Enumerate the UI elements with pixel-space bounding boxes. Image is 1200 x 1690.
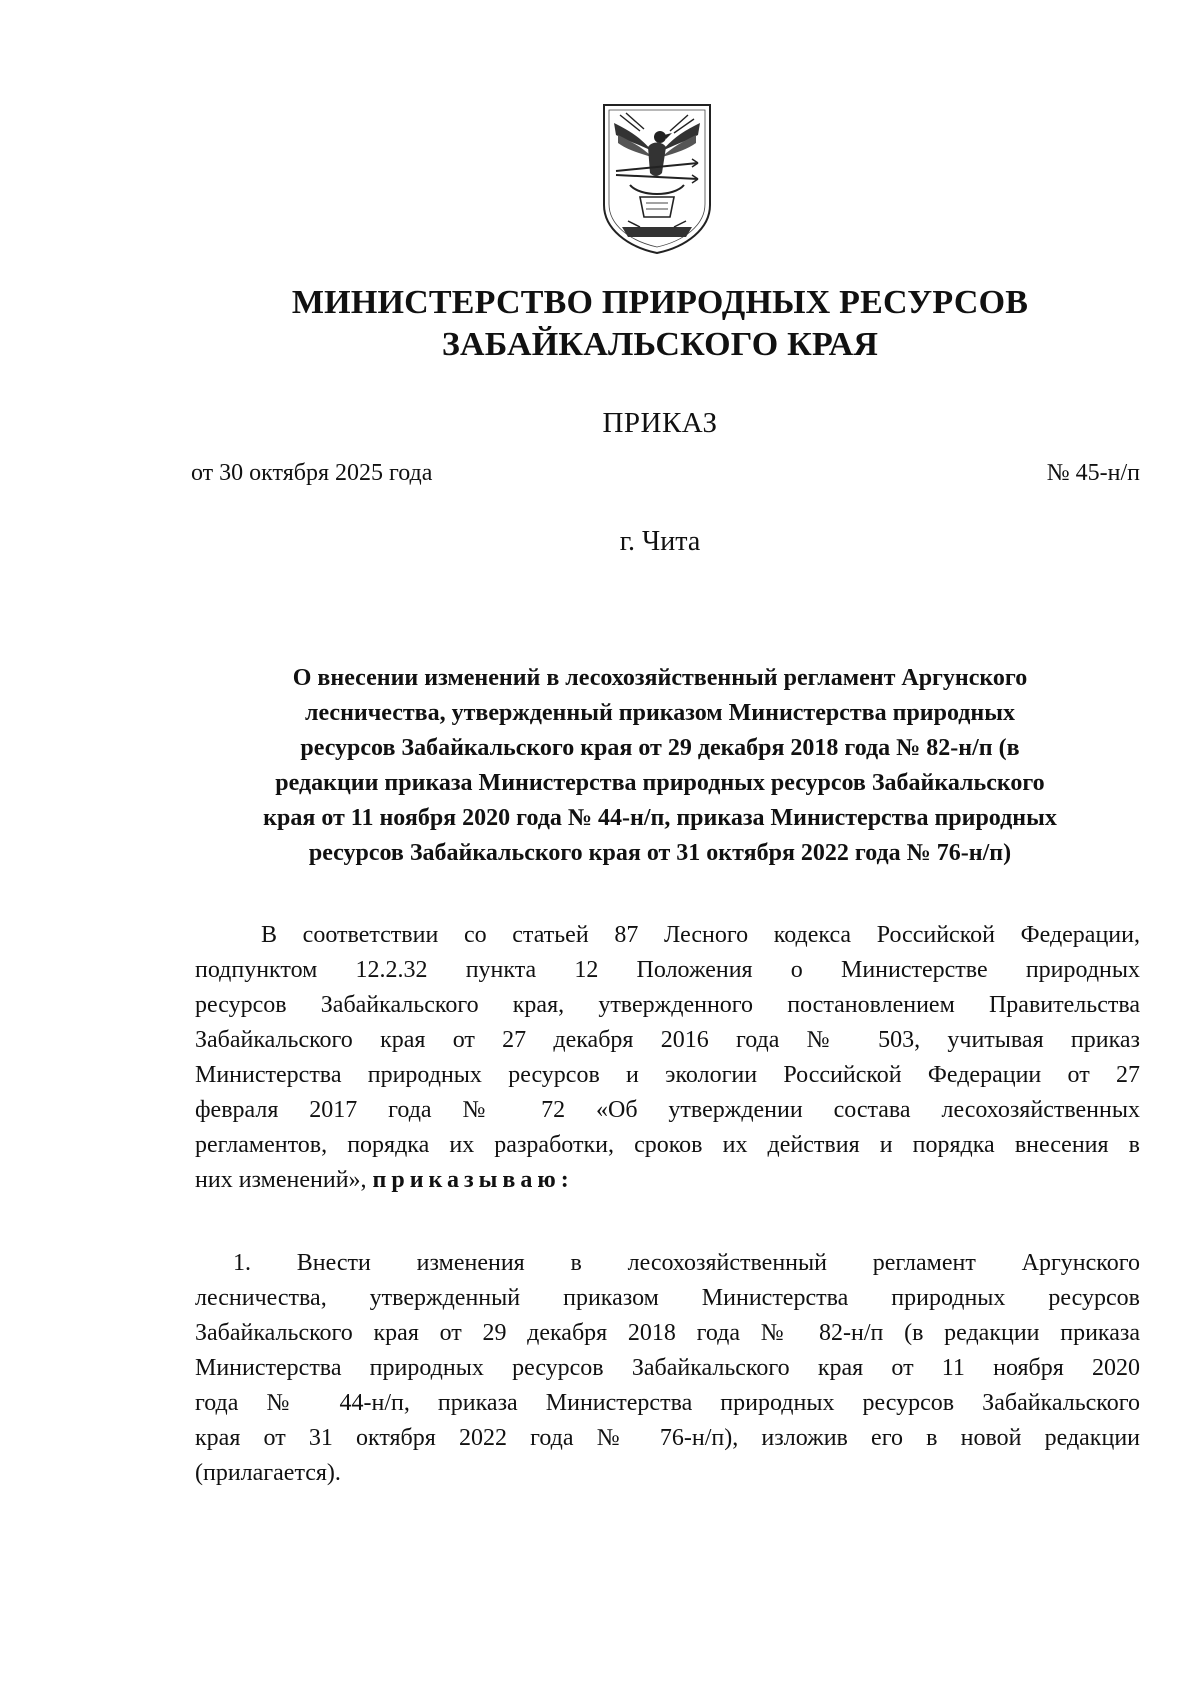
paragraph-line: (прилагается). (195, 1460, 341, 1486)
paragraph-line: года № 44-н/п, приказа Министерства природных ресурсов Забайкальского (195, 1390, 1140, 1416)
paragraph-line: Забайкальского края от 29 декабря 2018 года № 82-н/п (в редакции приказа (195, 1320, 1140, 1346)
coat-of-arms-icon (600, 101, 714, 257)
paragraph-line: В соответствии со статьей 87 Лесного кодекса Российской Федерации, (261, 922, 1140, 948)
paragraph-line: подпунктом 12.2.32 пункта 12 Положения о Министерстве природных (195, 957, 1140, 983)
paragraph-line: Министерства природных ресурсов и экологии Российской Федерации от 27 (195, 1062, 1140, 1088)
order-clause-1 (195, 1246, 1140, 1491)
ministry-name (260, 282, 1060, 366)
document-title (160, 661, 1160, 871)
paragraph-line: Забайкальского края от 27 декабря 2016 года № 503, учитывая приказ (195, 1027, 1140, 1053)
paragraph-last-line (195, 1163, 1140, 1198)
title-line: лесничества, утвержденный приказом Министерства природных (305, 700, 1015, 726)
paragraph-line: Министерства природных ресурсов Забайкальского края от 11 ноября 2020 (195, 1355, 1140, 1381)
title-line: ресурсов Забайкальского края от 29 декабря 2018 года № 82-н/п (в (300, 735, 1020, 761)
order-word: приказываю: (372, 1167, 574, 1193)
paragraph-line: регламентов, порядка их разработки, сроков их действия и порядка внесения в (195, 1132, 1140, 1158)
paragraph-line: февраля 2017 года № 72 «Об утверждении состава лесохозяйственных (195, 1097, 1140, 1123)
paragraph-line: 1. Внести изменения в лесохозяйственный регламент Аргунского (233, 1250, 1140, 1276)
title-line: ресурсов Забайкальского края от 31 октября 2022 года № 76-н/п) (308, 840, 1012, 866)
title-line: края от 11 ноября 2020 года № 44-н/п, приказа Министерства природных (263, 805, 1057, 831)
document-number: № 45-н/п (1046, 460, 1140, 486)
document-city: г. Чита (619, 526, 701, 557)
title-line: редакции приказа Министерства природных ресурсов Забайкальского (275, 770, 1045, 796)
ministry-name-line1: МИНИСТЕРСТВО ПРИРОДНЫХ РЕСУРСОВ (291, 284, 1029, 321)
preamble-paragraph (195, 918, 1140, 1198)
paragraph-line-prefix: них изменений», (195, 1167, 367, 1193)
ministry-name-line2: ЗАБАЙКАЛЬСКОГО КРАЯ (441, 326, 879, 363)
document-date: от 30 октября 2025 года (191, 460, 433, 486)
document-type: ПРИКАЗ (602, 407, 718, 439)
paragraph-line: края от 31 октября 2022 года № 76-н/п), изложив его в новой редакции (195, 1425, 1140, 1451)
paragraph-line: лесничества, утвержденный приказом Министерства природных ресурсов (195, 1285, 1140, 1311)
paragraph-line: ресурсов Забайкальского края, утвержденного постановлением Правительства (195, 992, 1140, 1018)
title-line: О внесении изменений в лесохозяйственный регламент Аргунского (292, 665, 1028, 691)
